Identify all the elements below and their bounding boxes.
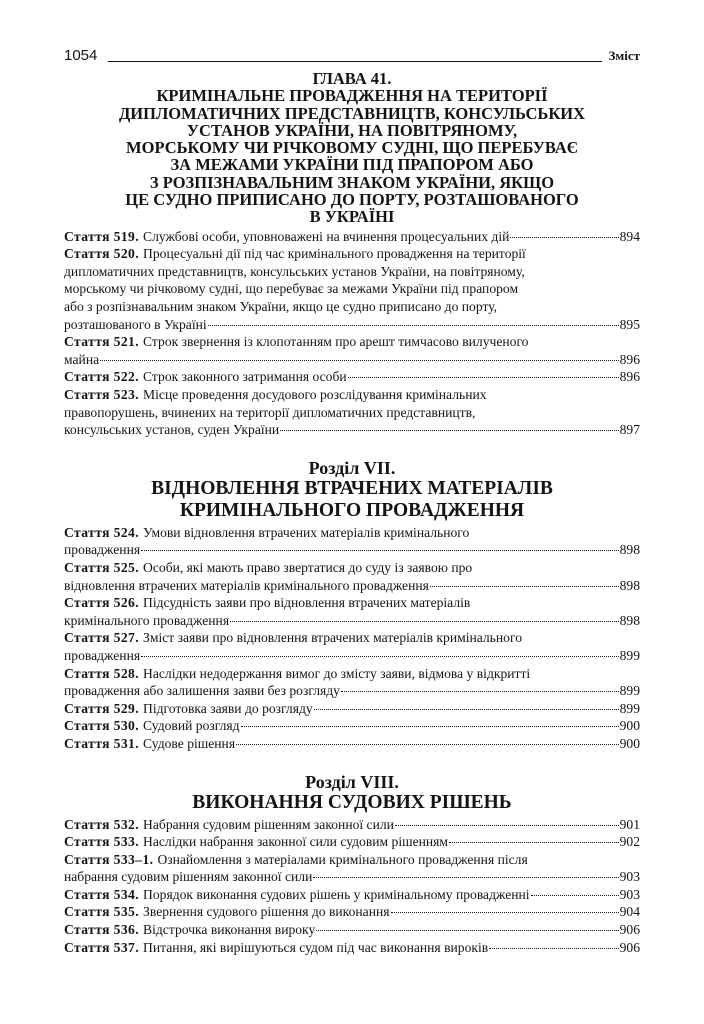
article-number: Стаття 531.	[64, 735, 140, 751]
toc-entry-line	[64, 629, 640, 647]
article-title-text: Судове рішення	[143, 735, 236, 751]
article-title-text: Питання, які вирішуються судом під час виконання вироків	[143, 939, 489, 955]
article-title-text: Наслідки набрання законної сили судовим рішенням	[143, 834, 449, 850]
toc-entry-line	[64, 665, 640, 683]
article-title-text: Місце проведення досудового розслідування кримінальних	[143, 387, 487, 403]
toc-entry-line	[64, 404, 640, 422]
running-head: Зміст	[608, 48, 640, 63]
dot-leader	[449, 842, 619, 843]
toc-entry-line	[64, 921, 640, 939]
article-number: Стаття 529.	[64, 700, 140, 716]
page-reference: 901	[619, 816, 640, 832]
article-title-text: провадження або залишення заяви без розгляду	[64, 683, 340, 699]
toc-entry-line	[64, 612, 640, 630]
section-label: Розділ VIII.	[305, 771, 399, 792]
toc-entry-line	[64, 386, 640, 404]
toc-entry	[64, 851, 640, 886]
article-title-text: або з розпізнавальним знаком України, якщо це судно приписано до порту,	[64, 299, 498, 315]
article-number: Стаття 523.	[64, 387, 140, 403]
toc-entry-last-text	[64, 735, 235, 753]
dot-leader	[430, 586, 619, 587]
toc-entry-last-text	[64, 886, 530, 904]
dot-leader	[489, 948, 618, 949]
article-title-text: Зміст заяви про відновлення втрачених матеріалів кримінального	[143, 630, 522, 646]
article-title-text: Підсудність заяви про відновлення втрачених матеріалів	[143, 595, 471, 611]
toc-entry-line	[64, 421, 640, 439]
toc-entry-line	[64, 833, 640, 851]
toc-entry	[64, 245, 640, 333]
section-title-line: ВИКОНАННЯ СУДОВИХ РІШЕНЬ	[192, 791, 512, 813]
article-title-text: Умови відновлення втрачених матеріалів кримінального	[143, 524, 470, 540]
article-number: Стаття 519.	[64, 228, 140, 244]
article-number: Стаття 520.	[64, 246, 140, 262]
dot-leader	[531, 895, 619, 896]
article-title-text: провадження	[64, 647, 141, 663]
article-title-text: відновлення втрачених матеріалів кримінального провадження	[64, 577, 429, 593]
toc-entry	[64, 717, 640, 735]
toc-entry-last-text	[64, 316, 207, 334]
article-title-text: Процесуальні дії під час кримінального провадження на території	[143, 246, 526, 262]
toc-entry	[64, 735, 640, 753]
toc-entry-line	[64, 682, 640, 700]
toc-entry-line	[64, 939, 640, 957]
dot-leader	[391, 912, 619, 913]
article-number: Стаття 526.	[64, 595, 140, 611]
article-number: Стаття 521.	[64, 334, 140, 350]
article-number: Стаття 528.	[64, 665, 140, 681]
page-reference: 894	[619, 228, 640, 244]
article-title-text: Наслідки недодержання вимог до змісту заяви, відмова у відкритті	[143, 665, 531, 681]
page-header	[64, 46, 640, 68]
page-reference: 903	[619, 886, 640, 902]
toc-entry-last-text	[64, 368, 347, 386]
dot-leader	[348, 377, 619, 378]
article-title-text: Порядок виконання судових рішень у кримінальному провадженні	[143, 886, 530, 902]
toc-entry-last-text	[64, 921, 315, 939]
article-number: Стаття 530.	[64, 718, 140, 734]
toc-entry	[64, 700, 640, 718]
article-title-text: розташованого в Україні	[64, 316, 207, 332]
toc-entries	[64, 816, 640, 957]
toc-entry	[64, 559, 640, 594]
page-reference: 906	[619, 939, 640, 955]
toc-entry	[64, 368, 640, 386]
toc-entry-line	[64, 594, 640, 612]
chapter-heading-line: КРИМІНАЛЬНЕ ПРОВАДЖЕННЯ НА ТЕРИТОРІЇ	[156, 86, 548, 106]
article-title-text: Відстрочка виконання вироку	[143, 922, 316, 938]
toc-entry-last-text	[64, 816, 394, 834]
toc-entry-last-text	[64, 682, 340, 700]
article-number: Стаття 532.	[64, 816, 140, 832]
article-title-text: Звернення судового рішення до виконання	[143, 904, 390, 920]
toc-entry	[64, 665, 640, 700]
article-title-text: Набрання судовим рішенням законної сили	[143, 816, 394, 832]
article-title-text: морському чи річковому судні, що перебуває за межами України під прапором	[64, 281, 519, 297]
toc-entries	[64, 228, 640, 439]
section-vii	[64, 458, 640, 753]
toc-entry-last-text	[64, 351, 99, 369]
dot-leader	[316, 930, 618, 931]
page-reference: 896	[619, 369, 640, 385]
toc-entry-last-text	[64, 833, 448, 851]
toc-entry-last-text	[64, 939, 488, 957]
toc-entry-line	[64, 851, 640, 869]
article-title-text: Судовий розгляд	[143, 718, 240, 734]
toc-entry-line	[64, 524, 640, 542]
header-rule	[108, 61, 602, 62]
page-reference: 906	[619, 922, 640, 938]
page-reference: 896	[619, 351, 640, 367]
toc-entry	[64, 524, 640, 559]
article-title-text: Службові особи, уповноважені на вчинення процесуальних дій	[143, 228, 510, 244]
article-title-text: Строк звернення із клопотанням про арешт тимчасово вилученого	[143, 334, 529, 350]
page-reference: 900	[619, 735, 640, 751]
article-title-text: Особи, які мають право звертатися до суду із заявою про	[143, 559, 473, 575]
toc-entry-line	[64, 700, 640, 718]
toc-entry-line	[64, 717, 640, 735]
chapter-heading-line: УСТАНОВ УКРАЇНИ, НА ПОВІТРЯНОМУ,	[186, 120, 518, 140]
toc-entry-last-text	[64, 612, 229, 630]
toc-entry	[64, 921, 640, 939]
chapter-heading-line: ЦЕ СУДНО ПРИПИСАНО ДО ПОРТУ, РОЗТАШОВАНОГО	[125, 190, 579, 210]
article-number: Стаття 522.	[64, 369, 140, 385]
toc-entry	[64, 594, 640, 629]
article-title-text: правопорушень, вчинених на території дипломатичних представництв,	[64, 404, 476, 420]
dot-leader	[208, 325, 619, 326]
toc-entry-line	[64, 559, 640, 577]
chapter-heading-line: МОРСЬКОМУ ЧИ РІЧКОВОМУ СУДНІ, ЩО ПЕРЕБУВАЄ	[126, 138, 578, 158]
toc-entry	[64, 386, 640, 439]
dot-leader	[141, 550, 619, 551]
article-number: Стаття 536.	[64, 922, 140, 938]
toc-entry	[64, 333, 640, 368]
dot-leader	[314, 709, 619, 710]
toc-entry	[64, 939, 640, 957]
toc-entry-line	[64, 816, 640, 834]
page-reference: 898	[619, 577, 640, 593]
page-reference: 899	[619, 683, 640, 699]
toc-entry-last-text	[64, 903, 390, 921]
article-title-text: провадження	[64, 542, 141, 558]
toc-entry-line	[64, 245, 640, 263]
section-title-line: ВІДНОВЛЕННЯ ВТРАЧЕНИХ МАТЕРІАЛІВ	[151, 477, 553, 499]
toc-entry-line	[64, 868, 640, 886]
dot-leader	[313, 877, 618, 878]
toc-entry-line	[64, 368, 640, 386]
page-reference: 904	[619, 904, 640, 920]
toc-entry-line	[64, 263, 640, 281]
chapter-41	[64, 70, 640, 439]
article-title-text: Ознайомлення з матеріалами кримінального провадження після	[157, 851, 528, 867]
toc-entry	[64, 833, 640, 851]
toc-entry-line	[64, 228, 640, 246]
page-reference: 900	[619, 718, 640, 734]
toc-entry-line	[64, 280, 640, 298]
toc-entries	[64, 524, 640, 753]
page-reference: 902	[619, 834, 640, 850]
section-title	[64, 478, 640, 522]
article-number: Стаття 534.	[64, 886, 140, 902]
article-title-text: набрання судовим рішенням законної сили	[64, 869, 313, 885]
chapter-heading-line: В УКРАЇНІ	[309, 207, 395, 227]
toc-entry-last-text	[64, 647, 140, 665]
chapter-heading-line: ДИПЛОМАТИЧНИХ ПРЕДСТАВНИЦТВ, КОНСУЛЬСЬКИХ	[118, 103, 586, 123]
toc-entry	[64, 903, 640, 921]
article-number: Стаття 533–1.	[64, 851, 154, 867]
toc-entry-last-text	[64, 421, 279, 439]
page-reference: 898	[619, 542, 640, 558]
toc-entry	[64, 816, 640, 834]
dot-leader	[230, 621, 619, 622]
toc-entry-line	[64, 577, 640, 595]
article-number: Стаття 535.	[64, 904, 140, 920]
toc-entry-line	[64, 903, 640, 921]
article-title-text: кримінального провадження	[64, 612, 230, 628]
dot-leader	[100, 360, 618, 361]
toc-entry-line	[64, 351, 640, 369]
dot-leader	[341, 691, 619, 692]
toc-entry-last-text	[64, 541, 140, 559]
article-number: Стаття 525.	[64, 559, 140, 575]
page-reference: 899	[619, 647, 640, 663]
toc-entry-line	[64, 333, 640, 351]
chapter-41-heading	[64, 70, 640, 226]
article-number: Стаття 537.	[64, 939, 140, 955]
chapter-heading-line: ГЛАВА 41.	[312, 69, 392, 88]
toc-entry-last-text	[64, 700, 313, 718]
article-number: Стаття 524.	[64, 524, 140, 540]
article-title-text: консульських установ, суден України	[64, 422, 280, 438]
section-title-line: КРИМІНАЛЬНОГО ПРОВАДЖЕННЯ	[179, 499, 525, 521]
toc-entry-last-text	[64, 868, 312, 886]
toc-entry	[64, 629, 640, 664]
dot-leader	[280, 430, 618, 431]
toc-entry-last-text	[64, 577, 429, 595]
section-viii	[64, 772, 640, 957]
toc-entry-line	[64, 735, 640, 753]
toc-entry-line	[64, 316, 640, 334]
dot-leader	[510, 237, 618, 238]
dot-leader	[241, 726, 619, 727]
toc-entry-line	[64, 298, 640, 316]
toc-entry-line	[64, 647, 640, 665]
article-title-text: майна	[64, 351, 100, 367]
page-number: 1054	[64, 47, 98, 64]
article-title-text: Підготовка заяви до розгляду	[143, 700, 313, 716]
article-number: Стаття 533.	[64, 834, 140, 850]
page-reference: 899	[619, 700, 640, 716]
toc-entry	[64, 228, 640, 246]
article-number: Стаття 527.	[64, 630, 140, 646]
page-reference: 898	[619, 612, 640, 628]
chapter-heading-line: ЗА МЕЖАМИ УКРАЇНИ ПІД ПРАПОРОМ АБО	[170, 155, 534, 175]
section-label: Розділ VII.	[308, 457, 396, 478]
section-title	[64, 792, 640, 814]
chapter-heading-line: З РОЗПІЗНАВАЛЬНИМ ЗНАКОМ УКРАЇНИ, ЯКЩО	[149, 172, 555, 192]
article-title-text: Строк законного затримання особи	[143, 369, 347, 385]
dot-leader	[141, 656, 619, 657]
toc-entry-last-text	[64, 228, 509, 246]
page-reference: 903	[619, 869, 640, 885]
dot-leader	[395, 825, 619, 826]
page-reference: 897	[619, 422, 640, 438]
toc-entry-last-text	[64, 717, 240, 735]
dot-leader	[236, 744, 619, 745]
article-title-text: дипломатичних представництв, консульських установ України, на повітряному,	[64, 263, 525, 279]
page-reference: 895	[619, 316, 640, 332]
toc-entry-line	[64, 541, 640, 559]
table-of-contents	[64, 70, 640, 956]
toc-entry-line	[64, 886, 640, 904]
toc-entry	[64, 886, 640, 904]
